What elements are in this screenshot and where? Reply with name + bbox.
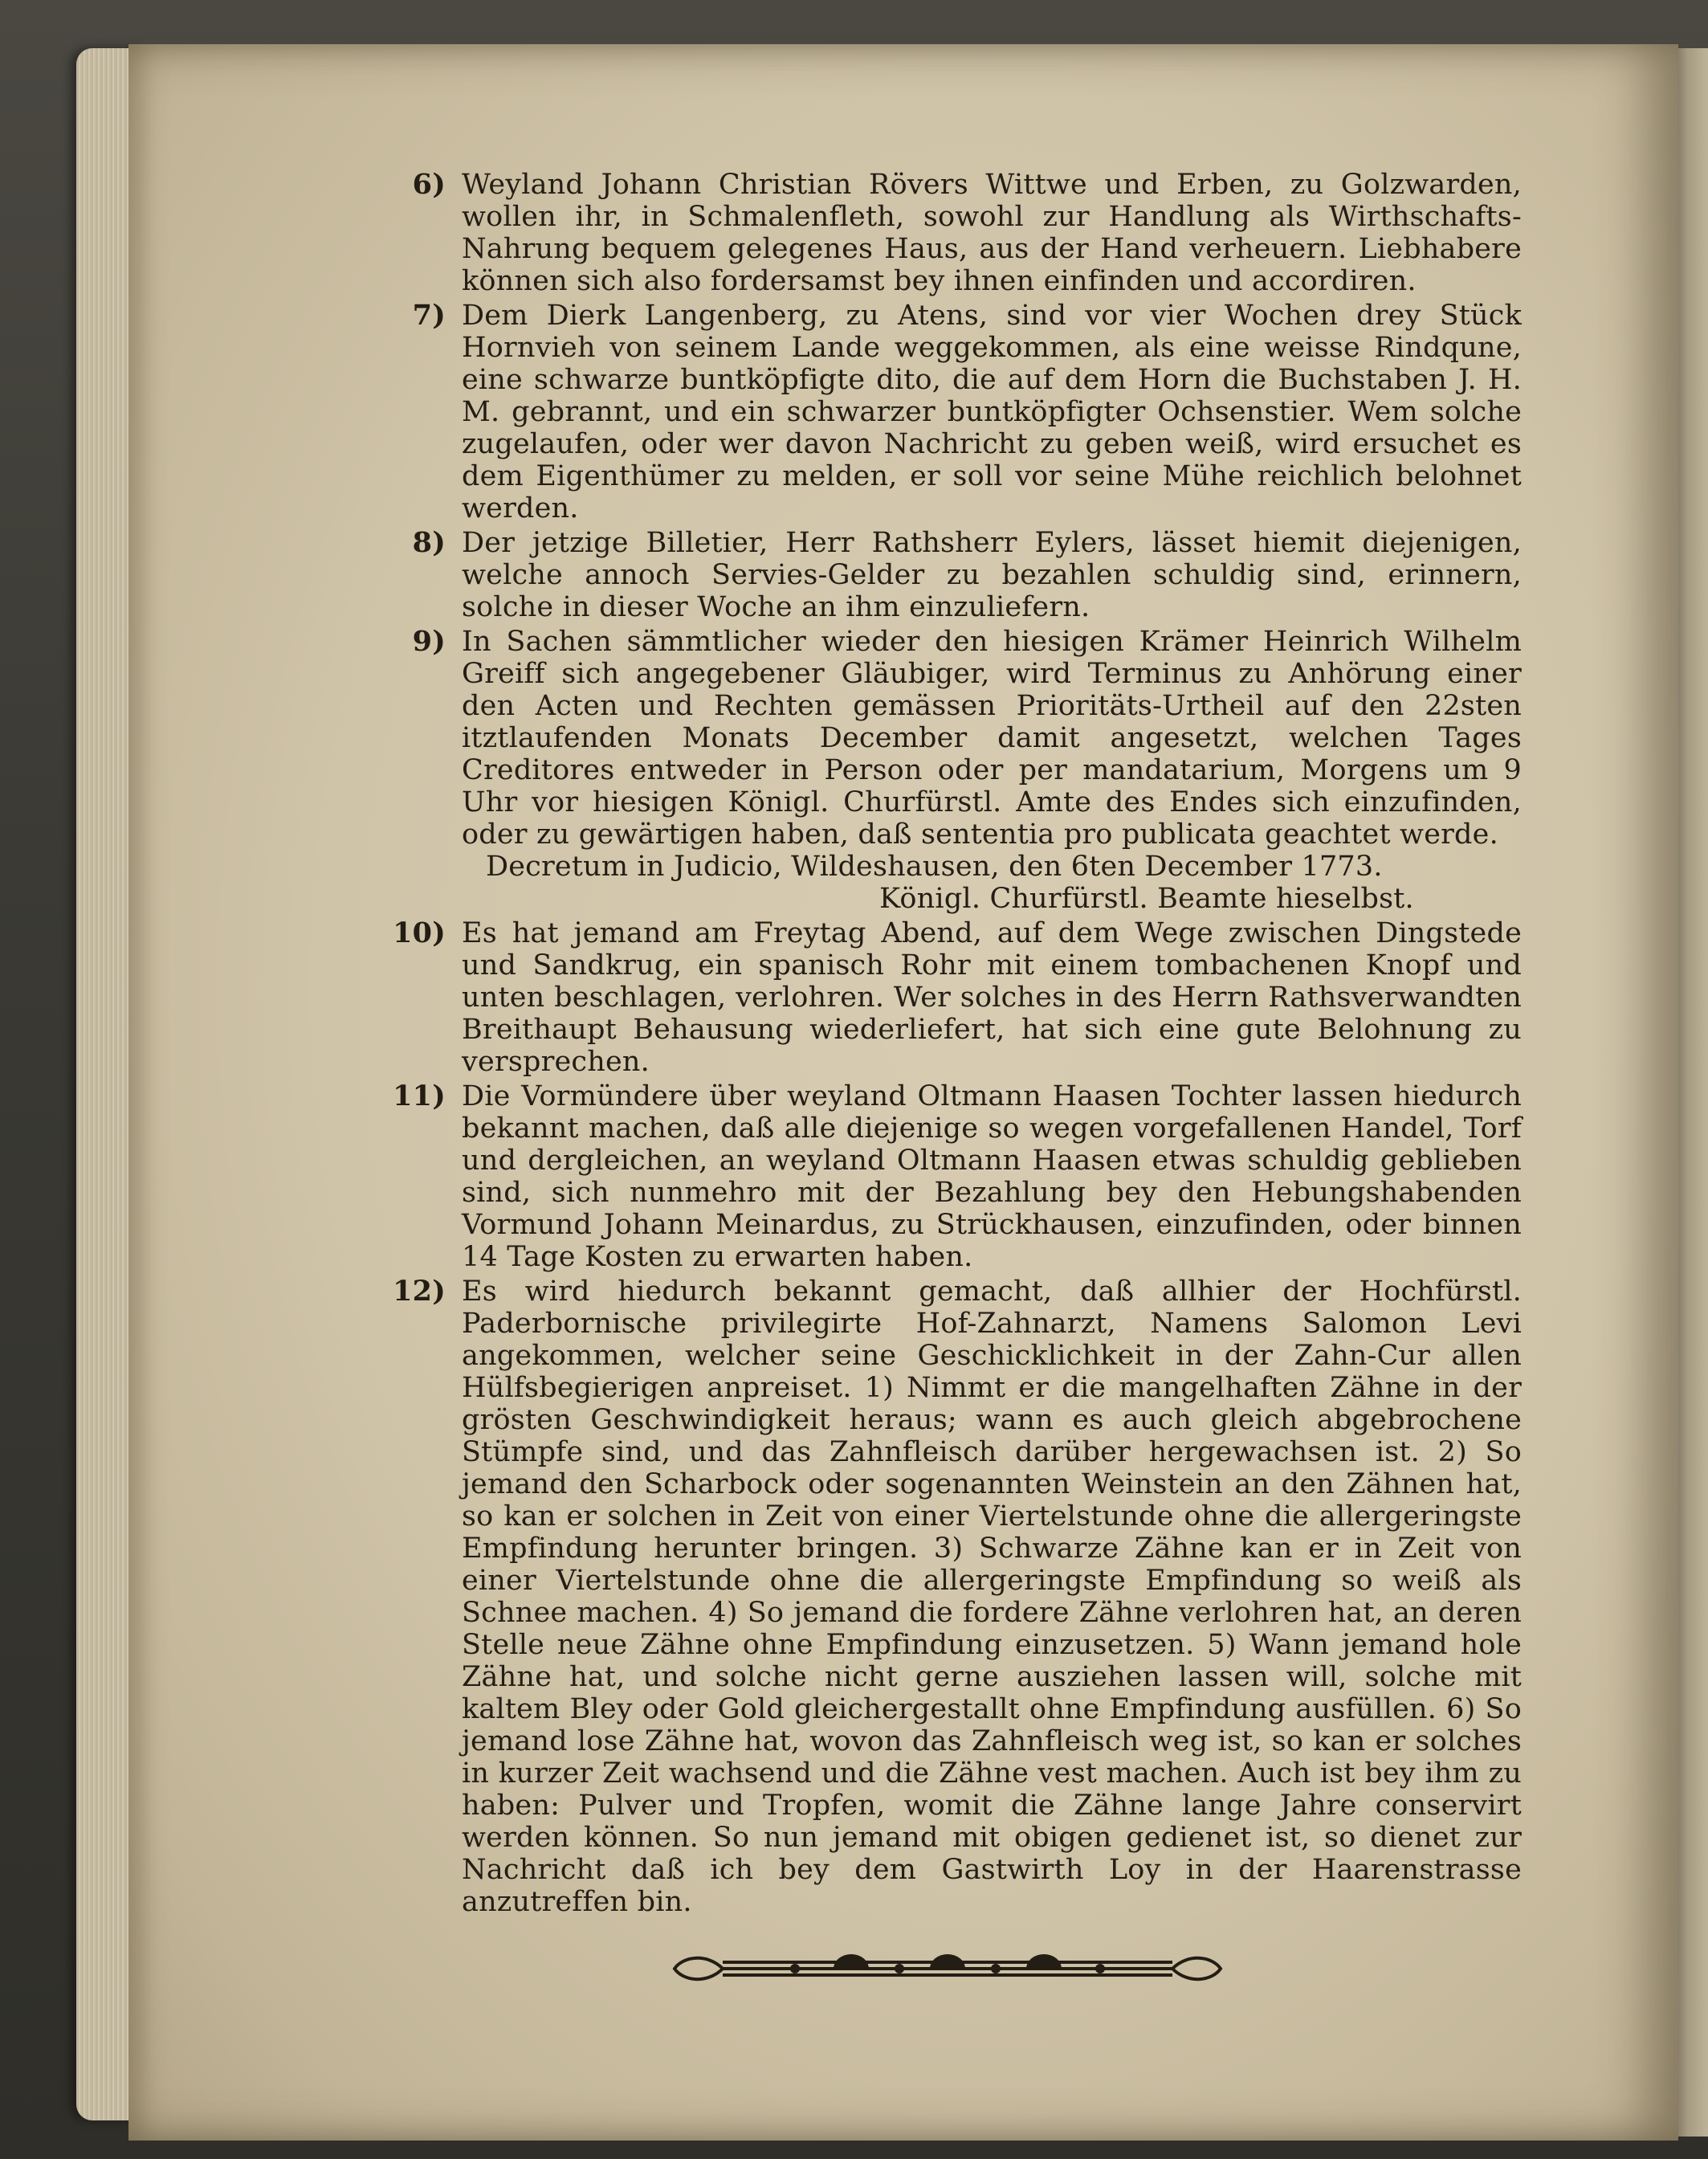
ornament-divider: [666, 1945, 1229, 1993]
notice-text: In Sachen sämmtlicher wieder den hiesigen Krämer Heinrich Wilhelm Greiff sich angegebener Gläubiger, wird Terminus zu Anhörung einer den Acten und Rechten gemässen Prioritäts-Urtheil auf den 22sten itztlaufenden Monats December damit angesetzt, welchen Tages Creditores entweder in Person oder per mandatarium, Morgens um 9 Uhr vor hiesigen Königl. Churfürstl. Amte des Endes sich einzufinden, oder zu gewärtigen haben, daß sententia pro publicata geachtet werde.: [462, 626, 1522, 851]
notice-number: 6): [412, 168, 446, 201]
notice-number: 10): [393, 916, 446, 949]
notice-number: 7): [412, 299, 446, 332]
notice-8: [349, 527, 1522, 623]
notice-number: 9): [412, 625, 446, 658]
notice-text: Der jetzige Billetier, Herr Rathsherr Eylers, lässet hiemit diejenigen, welche annoch Servies-Gelder zu bezahlen schuldig sind, erinnern, solche in dieser Woche an ihm einzuliefern.: [462, 527, 1522, 623]
decree-date: Decretum in Judicio, Wildeshausen, den 6ten December 1773.: [486, 851, 1383, 883]
notice-text: Es wird hiedurch bekannt gemacht, daß allhier der Hochfürstl. Paderbornische privilegirte Hof-Zahnarzt, Namens Salomon Levi angekommen, welcher seine Geschicklichkeit in der Zahn-Cur allen Hülfsbegierigen anpreiset. 1) Nimmt er die mangelhaften Zähne in der grösten Geschwindigkeit heraus; wann es auch gleich abgebrochene Stümpfe sind, und das Zahnfleisch darüber hergewachsen ist. 2) So jemand den Scharbock oder sogenannten Weinstein an den Zähnen hat, so kan er solchen in Zeit von einer Viertelstunde ohne die allergeringste Empfindung herunter bringen. 3) Schwarze Zähne kan er in Zeit von einer Viertelstunde ohne die allergeringste Empfindung so weiß als Schnee machen. 4) So jemand die fordere Zähne verlohren hat, an deren Stelle neue Zähne ohne Empfindung einzusetzen. 5) Wann jemand hole Zähne hat, und solche nicht gerne ausziehen lassen will, solche mit kaltem Bley oder Gold gleichergestallt ohne Empfindung ausfüllen. 6) So jemand lose Zähne hat, wovon das Zahnfleisch weg ist, so kan er solches in kurzer Zeit wachsend und die Zähne vest machen. Auch ist bey ihm zu haben: Pulver und Tropfen, womit die Zähne lange Jahre conservirt werden können. So nun jemand mit obigen gedienet ist, so dienet zur Nachricht daß ich bey dem Gastwirth Loy in der Haarenstrasse anzutreffen bin.: [462, 1275, 1522, 1918]
notice-7: [349, 300, 1522, 524]
notices: [349, 169, 1522, 1920]
notice-6: [349, 169, 1522, 297]
notice-text: Weyland Johann Christian Rövers Wittwe und Erben, zu Golzwarden, wollen ihr, in Schmalenfleth, sowohl zur Handlung als Wirthschafts-Nahrung bequem gelegenes Haus, aus der Hand verheuern. Liebhabere können sich also fordersamst bey ihnen einfinden und accordiren.: [462, 169, 1522, 297]
notice-9: [349, 626, 1522, 915]
notice-number: 8): [412, 526, 446, 559]
notice-number: 11): [393, 1080, 446, 1112]
next-page-edge: [1674, 48, 1708, 2137]
notice-number: 12): [393, 1275, 446, 1308]
notice-text: Die Vormündere über weyland Oltmann Haasen Tochter lassen hiedurch bekannt machen, daß alle diejenige so wegen vorgefallenen Handel, Torf und dergleichen, an weyland Oltmann Haasen etwas schuldig geblieben sind, sich nunmehro mit der Bezahlung bey den Hebungshabenden Vormund Johann Meinardus, zu Strückhausen, einzufinden, oder binnen 14 Tage Kosten zu erwarten haben.: [462, 1080, 1522, 1273]
notice-text: Dem Dierk Langenberg, zu Atens, sind vor vier Wochen drey Stück Hornvieh von seinem Lande weggekommen, als eine weisse Rindqune, eine schwarze buntköpfigte dito, die auf dem Horn die Buchstaben J. H. M. gebrannt, und ein schwarzer buntköpfigter Ochsenstier. Wem solche zugelaufen, oder wer davon Nachricht zu geben weiß, wird ersuchet es dem Eigenthümer zu melden, er soll vor seine Mühe reichlich belohnet werden.: [462, 300, 1522, 524]
notice-text: Es hat jemand am Freytag Abend, auf dem Wege zwischen Dingstede und Sandkrug, ein spanisch Rohr mit einem tombachenen Knopf und unten beschlagen, verlohren. Wer solches in des Herrn Rathsverwandten Breithaupt Behausung wiederliefert, hat sich eine gute Belohnung zu versprechen.: [462, 917, 1522, 1078]
decree-signature: Königl. Churfürstl. Beamte hieselbst.: [879, 883, 1414, 915]
notice-10: [349, 917, 1522, 1078]
notice-11: [349, 1080, 1522, 1273]
notice-12: [349, 1275, 1522, 1918]
